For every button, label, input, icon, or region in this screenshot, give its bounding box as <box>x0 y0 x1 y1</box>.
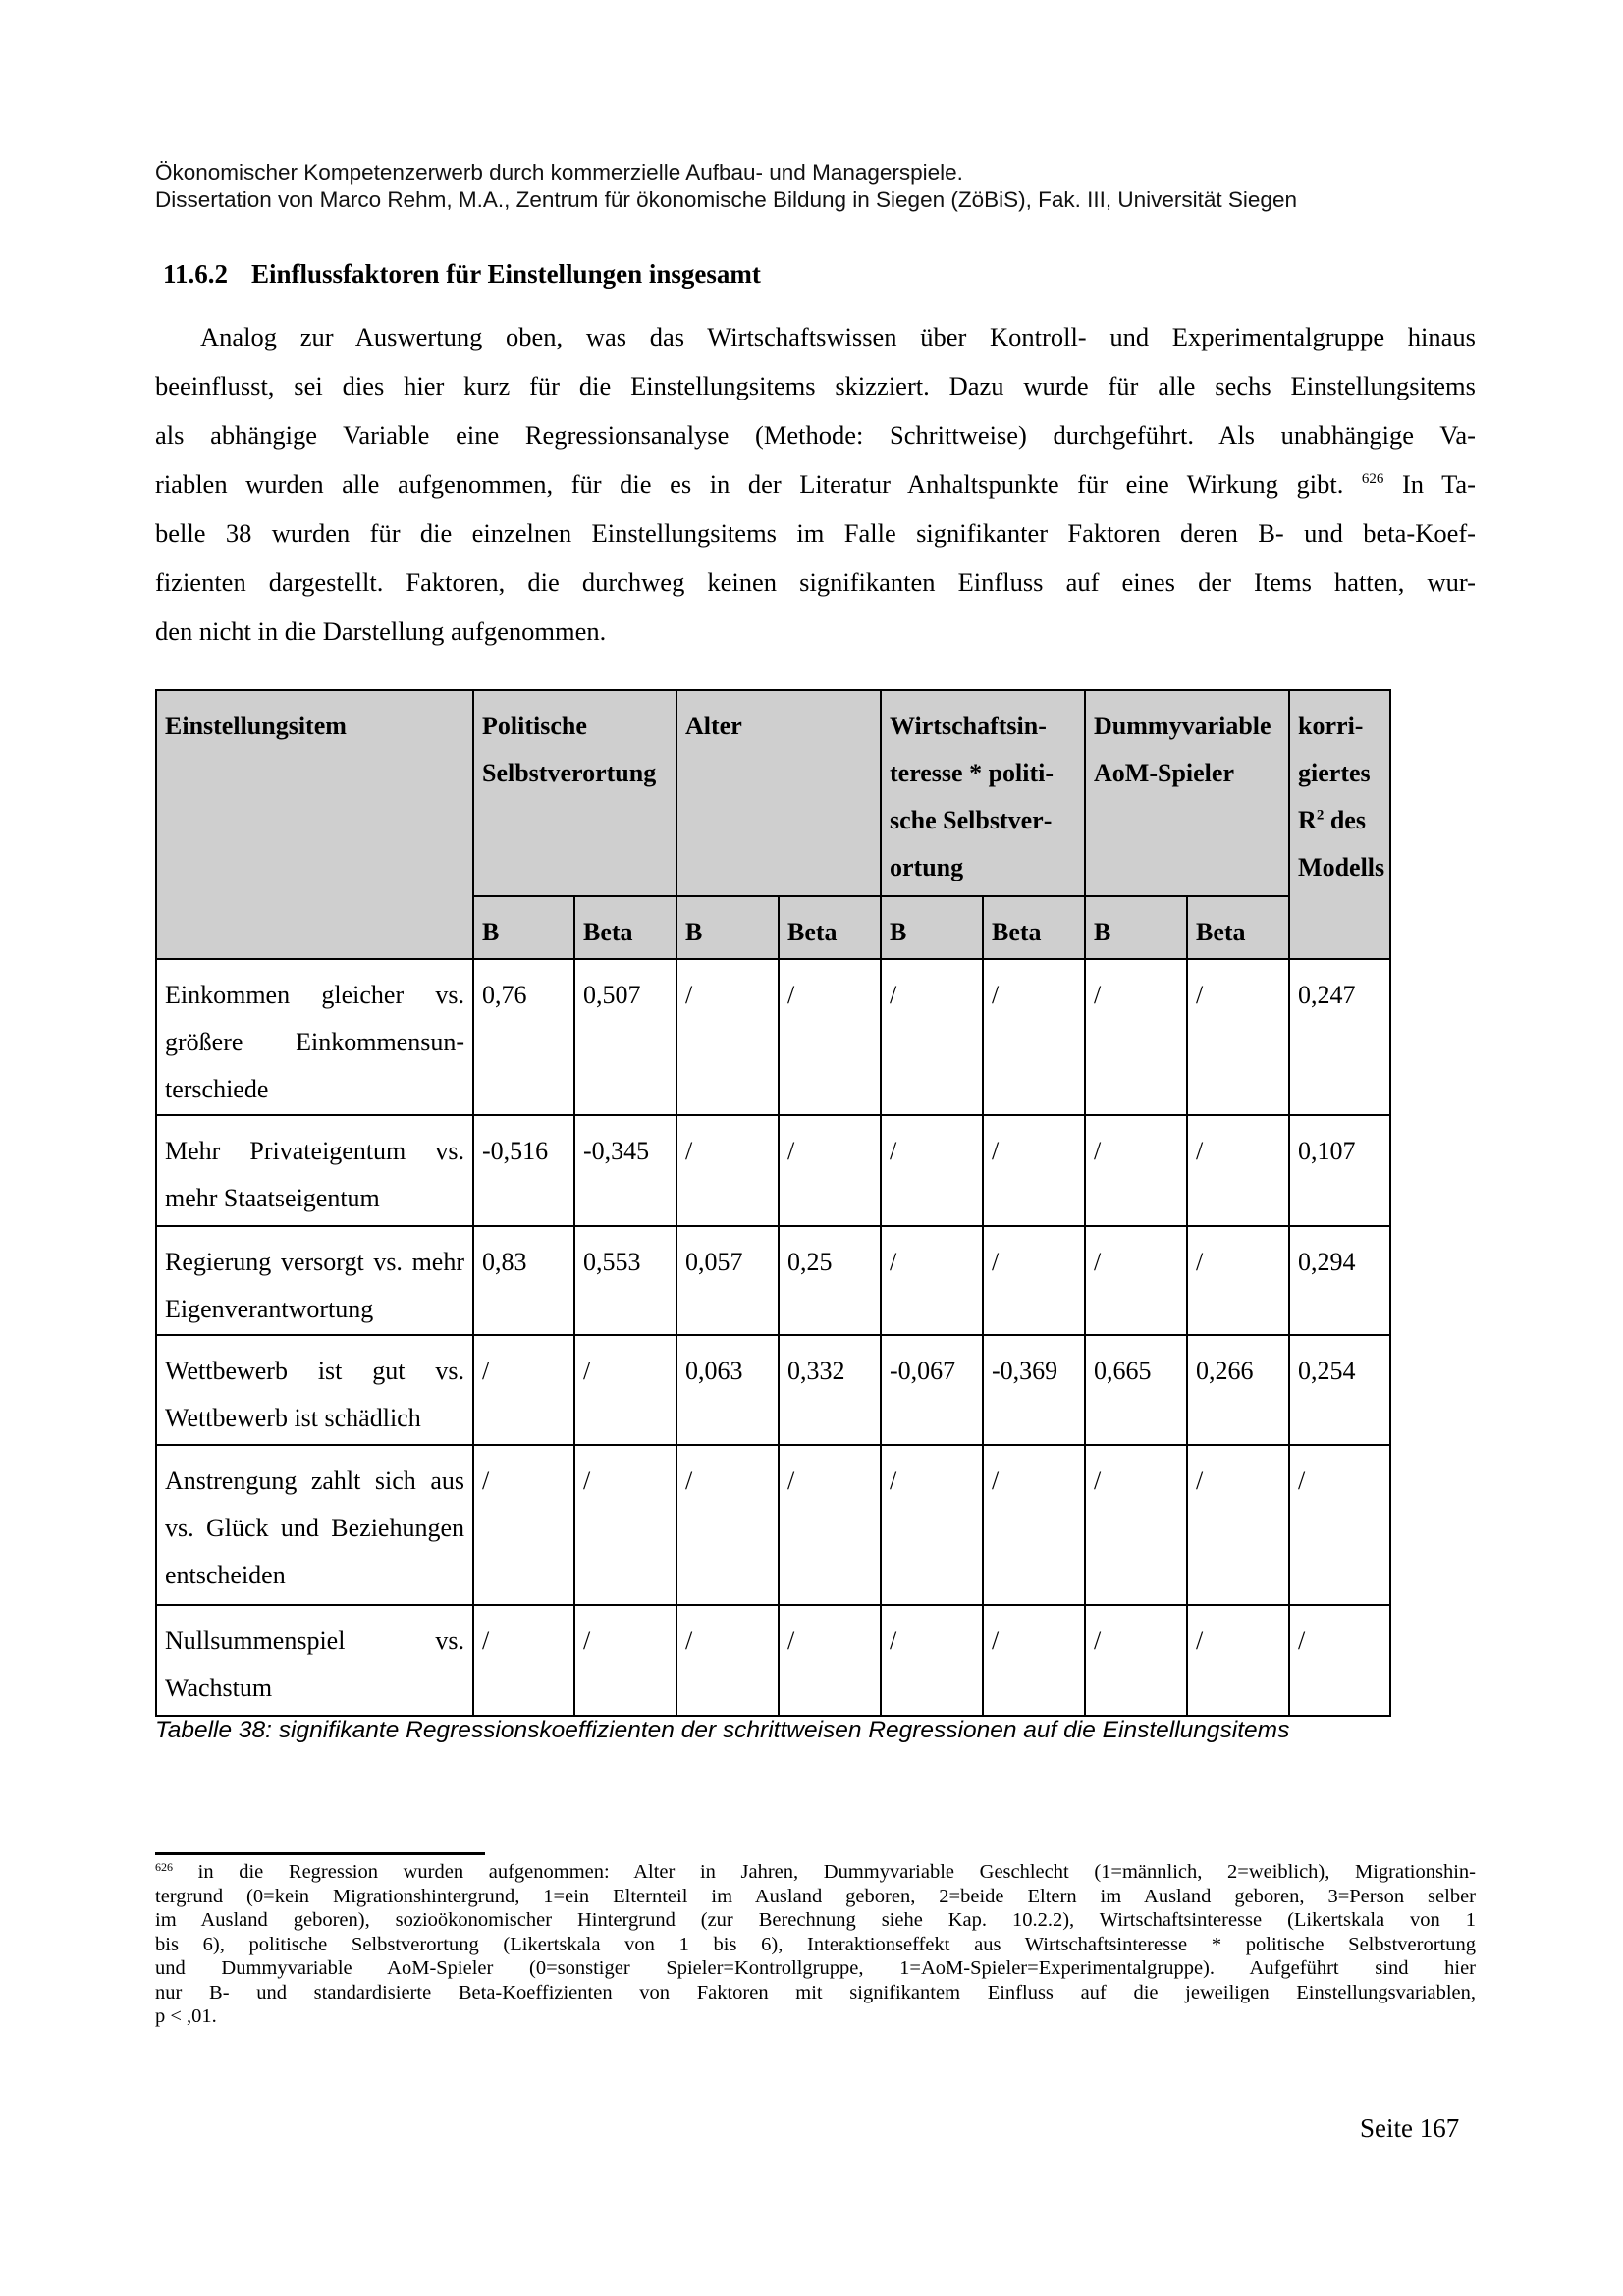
section-title-text: Einflussfaktoren für Einstellungen insgesamt <box>251 259 761 289</box>
table-row <box>156 959 1390 1115</box>
body-line: fizienten dargestellt. Faktoren, die durchweg keinen signifikanten Einfluss auf eines der Items hatten, wur- <box>155 567 1476 597</box>
cell-value: -0,369 <box>983 1335 1085 1445</box>
cell-value: / <box>983 959 1085 1115</box>
cell-value: 0,332 <box>779 1335 881 1445</box>
table-header-row <box>156 690 1390 896</box>
body-line: Analog zur Auswertung oben, was das Wirtschaftswissen über Kontroll- und Experimentalgruppe hinaus <box>200 322 1476 351</box>
cell-value: / <box>473 1445 574 1605</box>
body-line: als abhängige Variable eine Regressionsanalyse (Methode: Schrittweise) durchgeführt. Als unabhängige Va- <box>155 420 1476 450</box>
cell-value: / <box>881 1605 983 1716</box>
body-line: belle 38 wurden für die einzelnen Einstellungsitems im Falle signifikanter Faktoren deren B- und beta-Koef- <box>155 518 1476 548</box>
cell-value: -0,345 <box>574 1115 676 1226</box>
body-line: beeinflusst, sei dies hier kurz für die Einstellungsitems skizziert. Dazu wurde für alle sechs Einstellungsitems <box>155 371 1476 400</box>
cell-value: / <box>473 1335 574 1445</box>
row-item: Anstrengung zahlt sich aus vs. Glück und Beziehungen entscheiden <box>156 1445 473 1605</box>
row-item: Einkommen gleicher vs. größere Einkommensunterschiede <box>156 959 473 1115</box>
cell-value: / <box>779 1115 881 1226</box>
cell-value: 0,266 <box>1187 1335 1289 1445</box>
footnote <box>155 1860 1476 2029</box>
cell-r2: / <box>1289 1605 1390 1716</box>
cell-value: / <box>881 1226 983 1335</box>
cell-r2: / <box>1289 1445 1390 1605</box>
header-interaktion: Wirtschaftsinteresse * politische Selbstverortung <box>881 690 1085 896</box>
body-line-tail: In Ta- <box>1383 469 1477 499</box>
cell-value: 0,507 <box>574 959 676 1115</box>
cell-value: -0,067 <box>881 1335 983 1445</box>
row-item: Nullsummenspiel vs. Wachstum <box>156 1605 473 1716</box>
section-heading <box>163 257 761 291</box>
cell-value: / <box>1085 959 1187 1115</box>
cell-value: / <box>779 1605 881 1716</box>
footnote-line: nur B- und standardisierte Beta-Koeffizienten von Faktoren mit signifikantem Einfluss auf die jeweiligen Einstellungsvariablen, <box>155 1981 1476 2003</box>
footnote-number: 626 <box>155 1860 173 1874</box>
cell-value: 0,063 <box>676 1335 779 1445</box>
cell-value: / <box>881 1115 983 1226</box>
row-item: Wettbewerb ist gut vs. Wettbewerb ist schädlich <box>156 1335 473 1445</box>
footnote-line: p < ,01. <box>155 2005 217 2027</box>
subheader-beta: Beta <box>1187 896 1289 959</box>
running-header <box>155 159 1451 214</box>
cell-value: 0,25 <box>779 1226 881 1335</box>
row-item: Mehr Privateigentum vs. mehr Staatseigentum <box>156 1115 473 1226</box>
row-item: Regierung versorgt vs. mehr Eigenverantwortung <box>156 1226 473 1335</box>
footnote-line: und Dummyvariable AoM-Spieler (0=sonstiger Spieler=Kontrollgruppe, 1=AoM-Spieler=Experimentalgruppe). Aufgeführt sind hier <box>155 1957 1476 1979</box>
cell-value: / <box>1187 959 1289 1115</box>
footnote-line-text: in die Regression wurden aufgenommen: Alter in Jahren, Dummyvariable Geschlecht (1=männlich, 2=weiblich), Migrationshin- <box>173 1861 1476 1883</box>
cell-value: 0,057 <box>676 1226 779 1335</box>
cell-value: / <box>983 1115 1085 1226</box>
cell-value: / <box>574 1445 676 1605</box>
subheader-beta: Beta <box>983 896 1085 959</box>
cell-value: -0,516 <box>473 1115 574 1226</box>
header-r2 <box>1289 690 1390 959</box>
section-number: 11.6.2 <box>163 259 229 289</box>
cell-value: / <box>1085 1445 1187 1605</box>
page-number: Seite 167 <box>1360 2113 1460 2143</box>
cell-value: / <box>779 1445 881 1605</box>
cell-value: / <box>1085 1226 1187 1335</box>
cell-value: / <box>1187 1115 1289 1226</box>
cell-value: / <box>983 1605 1085 1716</box>
footnote-line: bis 6), politische Selbstverortung (Likertskala von 1 bis 6), Interaktionseffekt aus Wirtschaftsinteresse * politische Selbstverortung <box>155 1933 1476 1955</box>
body-line: den nicht in die Darstellung aufgenommen. <box>155 616 607 646</box>
cell-value: / <box>1187 1445 1289 1605</box>
cell-value: / <box>881 1445 983 1605</box>
header-dummy-aom: Dummyvariable AoM-Spieler <box>1085 690 1289 896</box>
regression-table <box>155 689 1391 1717</box>
header-politische-selbstverortung: Politische Selbstverortung <box>473 690 676 896</box>
cell-r2: 0,107 <box>1289 1115 1390 1226</box>
cell-r2: 0,254 <box>1289 1335 1390 1445</box>
subheader-b: B <box>676 896 779 959</box>
subheader-b: B <box>473 896 574 959</box>
header-author-line: Dissertation von Marco Rehm, M.A., Zentrum für ökonomische Bildung in Siegen (ZöBiS), Fak. III, Universität Siegen <box>155 187 1297 212</box>
footnote-separator <box>155 1852 485 1855</box>
cell-r2: 0,247 <box>1289 959 1390 1115</box>
cell-value: / <box>676 1605 779 1716</box>
table-row <box>156 1605 1390 1716</box>
subheader-beta: Beta <box>574 896 676 959</box>
cell-value: / <box>574 1605 676 1716</box>
cell-value: / <box>983 1445 1085 1605</box>
table-row <box>156 1115 1390 1226</box>
subheader-beta: Beta <box>779 896 881 959</box>
body-line-with-footnote <box>155 459 1476 508</box>
header-item: Einstellungsitem <box>156 690 473 959</box>
footnote-reference[interactable]: 626 <box>1361 471 1384 487</box>
table-row <box>156 1335 1390 1445</box>
cell-value: / <box>1187 1605 1289 1716</box>
table-row <box>156 1445 1390 1605</box>
cell-r2: 0,294 <box>1289 1226 1390 1335</box>
header-r2-superscript: 2 <box>1316 807 1325 824</box>
body-paragraph <box>155 312 1476 656</box>
footnote-line: tergrund (0=kein Migrationshintergrund, 1=ein Elternteil im Ausland geboren, 2=beide Eltern im Ausland geboren, 3=Person selber <box>155 1885 1476 1907</box>
body-line-text: riablen wurden alle aufgenommen, für die es in der Literatur Anhaltspunkte für eine Wirkung gibt. <box>155 469 1344 499</box>
cell-value: / <box>676 959 779 1115</box>
header-alter: Alter <box>676 690 881 896</box>
cell-value: / <box>1187 1226 1289 1335</box>
cell-value: / <box>574 1335 676 1445</box>
cell-value: / <box>1085 1605 1187 1716</box>
table-caption: Tabelle 38: signifikante Regressionskoeffizienten der schrittweisen Regressionen auf die Einstellungsitems <box>155 1717 1290 1743</box>
cell-value: 0,665 <box>1085 1335 1187 1445</box>
table-row <box>156 1226 1390 1335</box>
cell-value: 0,83 <box>473 1226 574 1335</box>
cell-value: / <box>983 1226 1085 1335</box>
cell-value: / <box>473 1605 574 1716</box>
footnote-line: im Ausland geboren), sozioökonomischer Hintergrund (zur Berechnung siehe Kap. 10.2.2), Wirtschaftsinteresse (Likertskala von 1 <box>155 1909 1476 1931</box>
subheader-b: B <box>1085 896 1187 959</box>
cell-value: / <box>881 959 983 1115</box>
cell-value: 0,76 <box>473 959 574 1115</box>
cell-value: / <box>676 1115 779 1226</box>
footnote-line <box>155 1860 1476 1885</box>
header-r2-text-tail: des Modells <box>1298 806 1385 881</box>
cell-value: / <box>676 1445 779 1605</box>
cell-value: / <box>779 959 881 1115</box>
cell-value: / <box>1085 1115 1187 1226</box>
header-r2-text: korrigiertes R <box>1298 712 1371 834</box>
subheader-b: B <box>881 896 983 959</box>
header-title-line: Ökonomischer Kompetenzerwerb durch kommerzielle Aufbau- und Managerspiele. <box>155 160 963 185</box>
cell-value: 0,553 <box>574 1226 676 1335</box>
